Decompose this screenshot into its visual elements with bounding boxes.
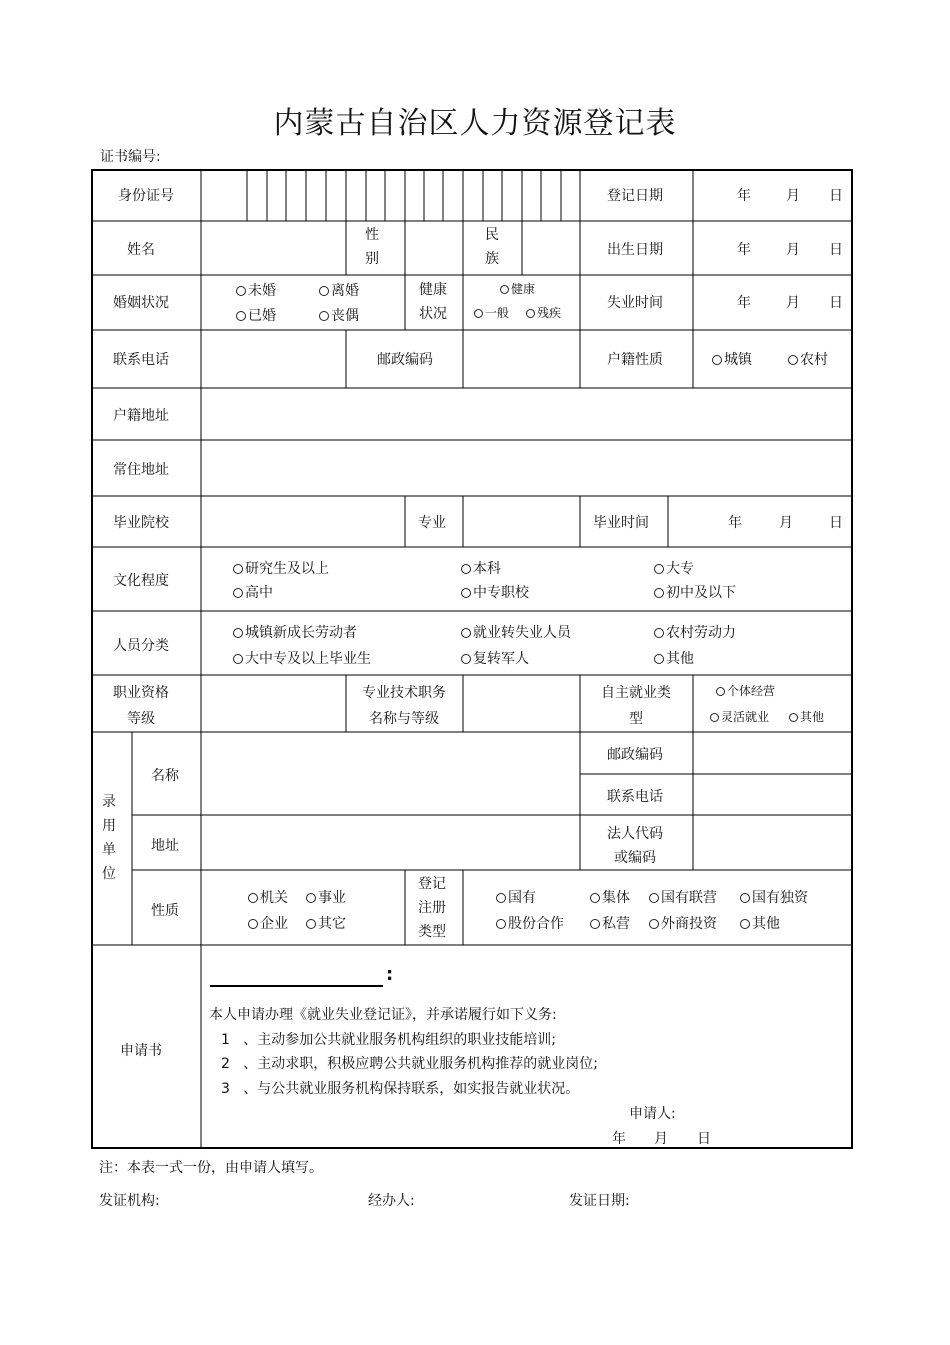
pledge-text: 、主动求职，积极应聘公共就业服务机构推荐的就业岗位; — [243, 1056, 598, 1072]
register-date-month: 月 — [786, 188, 800, 204]
edu-option-college[interactable]: 大专 — [654, 558, 694, 578]
employer-group-label: 录 用 单 位 — [102, 794, 116, 882]
issuer-label: 发证机构: — [99, 1193, 160, 1209]
marital-option-married[interactable]: 已婚 — [236, 305, 276, 325]
regtype-option-state-owned[interactable]: 国有 — [496, 887, 536, 907]
regtype-option-joint-stock[interactable]: 股份合作 — [496, 913, 564, 933]
major-label: 专业 — [418, 515, 446, 531]
radio-icon — [496, 893, 506, 903]
tech-title-label-line1: 专业技术职务 — [362, 685, 446, 701]
unemp-date-year: 年 — [737, 295, 751, 311]
edu-option-highschool[interactable]: 高中 — [233, 582, 273, 602]
edu-option-postgrad[interactable]: 研究生及以上 — [233, 558, 329, 578]
radio-icon — [248, 893, 258, 903]
postal-code-label: 邮政编码 — [377, 352, 433, 368]
hukou-option-urban[interactable]: 城镇 — [712, 349, 752, 369]
hukou-address-label: 户籍地址 — [113, 408, 169, 424]
health-option-disabled[interactable]: 残疾 — [526, 304, 561, 321]
radio-icon — [496, 919, 506, 929]
nature-option-institution[interactable]: 事业 — [306, 887, 346, 907]
register-date-label: 登记日期 — [607, 188, 663, 204]
regtype-option-state-joint[interactable]: 国有联营 — [649, 887, 717, 907]
birth-date-label: 出生日期 — [607, 242, 663, 258]
residence-address-label: 常住地址 — [113, 462, 169, 478]
radio-icon — [712, 355, 722, 365]
self-emp-option-flexible[interactable]: 灵活就业 — [710, 708, 769, 725]
school-label: 毕业院校 — [113, 515, 169, 531]
radio-icon — [649, 893, 659, 903]
radio-icon — [306, 919, 316, 929]
cat-option-rural-labor[interactable]: 农村劳动力 — [654, 622, 736, 642]
hukou-type-label: 户籍性质 — [607, 352, 663, 368]
grad-date-day: 日 — [829, 515, 843, 531]
radio-icon — [461, 628, 471, 638]
marital-option-divorced[interactable]: 离婚 — [319, 280, 359, 300]
radio-icon — [740, 893, 750, 903]
id-number-label: 身份证号 — [118, 188, 174, 204]
pledge-item-1 — [221, 1029, 556, 1049]
regtype-option-state-sole[interactable]: 国有独资 — [740, 887, 808, 907]
radio-icon — [248, 919, 258, 929]
nature-option-enterprise[interactable]: 企业 — [248, 913, 288, 933]
health-option-normal[interactable]: 一般 — [474, 304, 509, 321]
employer-phone-label: 联系电话 — [607, 789, 663, 805]
addressee-colon: : — [386, 964, 394, 985]
employer-postal-label: 邮政编码 — [607, 747, 663, 763]
radio-icon — [236, 311, 246, 321]
pledge-item-3 — [221, 1078, 579, 1098]
applicant-label: 申请人: — [629, 1106, 676, 1122]
pledge-text: 、主动参加公共就业服务机构组织的职业技能培训; — [243, 1032, 556, 1048]
self-employment-label-line1: 自主就业类 — [601, 685, 671, 701]
radio-icon — [233, 564, 243, 574]
regtype-option-other[interactable]: 其他 — [740, 913, 780, 933]
form-note: 注：本表一式一份，由申请人填写。 — [99, 1160, 323, 1176]
marital-status-label: 婚姻状况 — [113, 295, 169, 311]
form-title: 内蒙古自治区人力资源登记表 — [273, 106, 677, 141]
self-emp-option-individual[interactable]: 个体经营 — [716, 682, 775, 699]
cat-option-veteran[interactable]: 复转军人 — [461, 648, 529, 668]
name-label: 姓名 — [127, 242, 155, 258]
self-employment-label-line2: 型 — [629, 711, 643, 727]
edu-option-bachelor[interactable]: 本科 — [461, 558, 501, 578]
radio-icon — [789, 713, 798, 722]
radio-icon — [526, 309, 535, 318]
handler-label: 经办人: — [368, 1193, 415, 1209]
gender-label: 性别 — [365, 227, 379, 267]
pledge-text: 、与公共就业服务机构保持联系，如实报告就业状况。 — [243, 1081, 580, 1097]
radio-icon — [590, 893, 600, 903]
radio-icon — [590, 919, 600, 929]
edu-option-middle-below[interactable]: 初中及以下 — [654, 582, 736, 602]
qualification-label-line2: 等级 — [127, 711, 155, 727]
pledge-number: 3 — [221, 1081, 230, 1097]
radio-icon — [710, 713, 719, 722]
pledge-number: 2 — [221, 1056, 230, 1072]
radio-icon — [233, 654, 243, 664]
application-date-year: 年 — [612, 1131, 626, 1147]
unemp-date-month: 月 — [786, 295, 800, 311]
regtype-option-collective[interactable]: 集体 — [590, 887, 630, 907]
radio-icon — [233, 588, 243, 598]
radio-icon — [233, 628, 243, 638]
regtype-option-private[interactable]: 私营 — [590, 913, 630, 933]
application-date-month: 月 — [654, 1131, 668, 1147]
employer-address-label: 地址 — [151, 838, 179, 854]
radio-icon — [716, 687, 725, 696]
application-date-day: 日 — [697, 1131, 711, 1147]
birth-date-day: 日 — [829, 242, 843, 258]
tech-title-label-line2: 名称与等级 — [369, 711, 439, 727]
radio-icon — [654, 628, 664, 638]
phone-label: 联系电话 — [113, 352, 169, 368]
radio-icon — [306, 893, 316, 903]
radio-icon — [654, 654, 664, 664]
radio-icon — [461, 588, 471, 598]
regtype-option-foreign[interactable]: 外商投资 — [649, 913, 717, 933]
certificate-number-label: 证书编号: — [100, 149, 161, 165]
cat-option-other[interactable]: 其他 — [654, 648, 694, 668]
register-date-day: 日 — [829, 188, 843, 204]
cat-option-graduate[interactable]: 大中专及以上毕业生 — [233, 648, 371, 668]
health-option-healthy[interactable]: 健康 — [500, 280, 535, 297]
application-intro: 本人申请办理《就业失业登记证》，并承诺履行如下义务: — [209, 1007, 557, 1023]
radio-icon — [654, 564, 664, 574]
radio-icon — [654, 588, 664, 598]
issue-date-label: 发证日期: — [569, 1193, 630, 1209]
self-emp-option-other[interactable]: 其他 — [789, 708, 824, 725]
person-category-label: 人员分类 — [113, 638, 169, 654]
hukou-option-rural[interactable]: 农村 — [788, 349, 828, 369]
grad-date-year: 年 — [728, 515, 742, 531]
registration-type-label: 登记 注册 类型 — [418, 876, 446, 940]
radio-icon — [461, 564, 471, 574]
birth-date-year: 年 — [737, 242, 751, 258]
radio-icon — [236, 286, 246, 296]
radio-icon — [319, 286, 329, 296]
cat-option-new-urban-labor[interactable]: 城镇新成长劳动者 — [233, 622, 357, 642]
employer-nature-label: 性质 — [151, 903, 179, 919]
radio-icon — [788, 355, 798, 365]
pledge-number: 1 — [221, 1032, 230, 1048]
cat-option-emp-to-unemp[interactable]: 就业转失业人员 — [461, 622, 571, 642]
birth-date-month: 月 — [786, 242, 800, 258]
health-status-label: 健康状况 — [419, 282, 447, 322]
register-date-year: 年 — [737, 188, 751, 204]
legal-code-label-line1: 法人代码 — [607, 826, 663, 842]
grad-date-month: 月 — [779, 515, 793, 531]
employer-name-label: 名称 — [151, 768, 179, 784]
nature-option-other[interactable]: 其它 — [306, 913, 346, 933]
education-label: 文化程度 — [113, 573, 169, 589]
qualification-label-line1: 职业资格 — [113, 685, 169, 701]
marital-option-unmarried[interactable]: 未婚 — [236, 280, 276, 300]
marital-option-widowed[interactable]: 丧偶 — [319, 305, 359, 325]
radio-icon — [500, 285, 509, 294]
unemp-date-day: 日 — [829, 295, 843, 311]
radio-icon — [474, 309, 483, 318]
graduation-time-label: 毕业时间 — [593, 515, 649, 531]
legal-code-label-line2: 或编码 — [614, 850, 656, 866]
application-label: 申请书 — [120, 1043, 162, 1059]
pledge-item-2 — [221, 1053, 598, 1073]
nation-label: 民族 — [485, 227, 499, 267]
unemployment-time-label: 失业时间 — [607, 295, 663, 311]
radio-icon — [649, 919, 659, 929]
radio-icon — [740, 919, 750, 929]
edu-option-vocational[interactable]: 中专职校 — [461, 582, 529, 602]
radio-icon — [319, 311, 329, 321]
nature-option-government[interactable]: 机关 — [248, 887, 288, 907]
radio-icon — [461, 654, 471, 664]
